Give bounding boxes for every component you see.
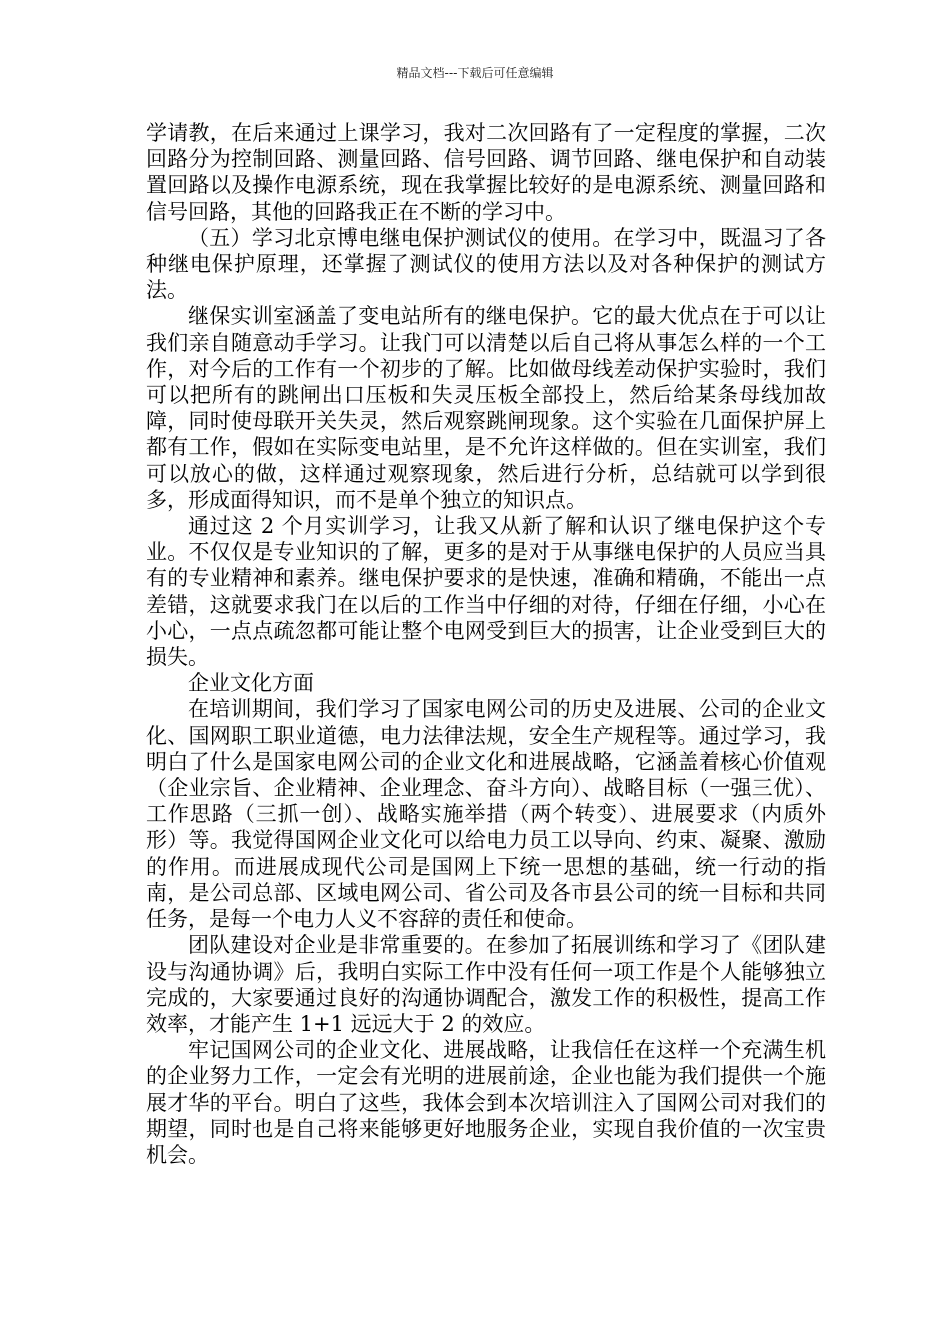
paragraph-training-room: 继保实训室涵盖了变电站所有的继电保护。它的最大优点在于可以让我们亲自随意动手学习。让我门可以清楚以后自己将从事怎么样的一个工作，对今后的工作有一个初步的了解。比如做母线差动保护实验时，我们可以把所有的跳闸出口压板和失灵压板全部投上，然后给某条母线加故障，同时使母联开关失灵，然后观察跳闸现象。这个实验在几面保护屏上都有工作，假如在实际变电站里，是不允许这样做的。但在实训室，我们可以放心的做，这样通过观察现象，然后进行分析，总结就可以学到很多，形成面得知识，而不是单个独立的知识点。 — [146, 304, 826, 512]
paragraph-secondary-circuits: 学请教，在后来通过上课学习，我对二次回路有了一定程度的掌握，二次回路分为控制回路、测量回路、信号回路、调节回路、继电保护和自动装置回路以及操作电源系统，现在我掌握比较好的是电源系统、测量回路和信号回路，其他的回路我正在不断的学习中。 — [146, 121, 826, 224]
paragraph-team-building: 团队建设对企业是非常重要的。在参加了拓展训练和学习了《团队建设与沟通协调》后，我明白实际工作中没有任何一项工作是个人能够独立完成的，大家要通过良好的沟通协调配合，激发工作的积极性，提高工作效率，才能产生 1+1 远远大于 2 的效应。 — [146, 933, 826, 1036]
section-heading-corporate-culture: 企业文化方面 — [188, 671, 314, 696]
paragraph-conclusion: 牢记国网公司的企业文化、进展战略，让我信任在这样一个充满生机的企业努力工作，一定会有光明的进展前途，企业也能为我们提供一个施展才华的平台。明白了这些，我体会到本次培训注入了国网公司对我们的期望，同时也是自己将来能够更好地服务企业，实现自我价值的一次宝贵机会。 — [146, 1038, 826, 1167]
paragraph-tester-usage: （五）学习北京博电继电保护测试仪的使用。在学习中，既温习了各种继电保护原理，还掌握了测试仪的使用方法以及对各种保护的测试方法。 — [146, 225, 826, 303]
paragraph-corporate-culture: 在培训期间，我们学习了国家电网公司的历史及进展、公司的企业文化、国网职工职业道德，电力法律法规，安全生产规程等。通过学习，我明白了什么是国家电网公司的企业文化和进展战略，它涵盖着核心价值观（企业宗旨、企业精神、企业理念、奋斗方向）、战略目标（一强三优）、工作思路（三抓一创）、战略实施举措（两个转变）、进展要求（内质外形）等。我觉得国网企业文化可以给电力员工以导向、约束、凝聚、激励的作用。而进展成现代公司是国网上下统一思想的基础，统一行动的指南，是公司总部、区域电网公司、省公司及各市县公司的统一目标和共同任务，是每一个电力人义不容辞的责任和使命。 — [146, 697, 826, 932]
document-body — [146, 120, 826, 1168]
paragraph-two-month-training: 通过这 2 个月实训学习，让我又从新了解和认识了继电保护这个专业。不仅仅是专业知识的了解，更多的是对于从事继电保护的人员应当具有的专业精神和素养。继电保护要求的是快速，准确和精确，不能出一点差错，这就要求我门在以后的工作当中仔细的对待，仔细在仔细，小心在小心，一点点疏忽都可能让整个电网受到巨大的损害，让企业受到巨大的损失。 — [146, 514, 826, 670]
page-header: 精品文档---下载后可任意编辑 — [396, 66, 554, 80]
